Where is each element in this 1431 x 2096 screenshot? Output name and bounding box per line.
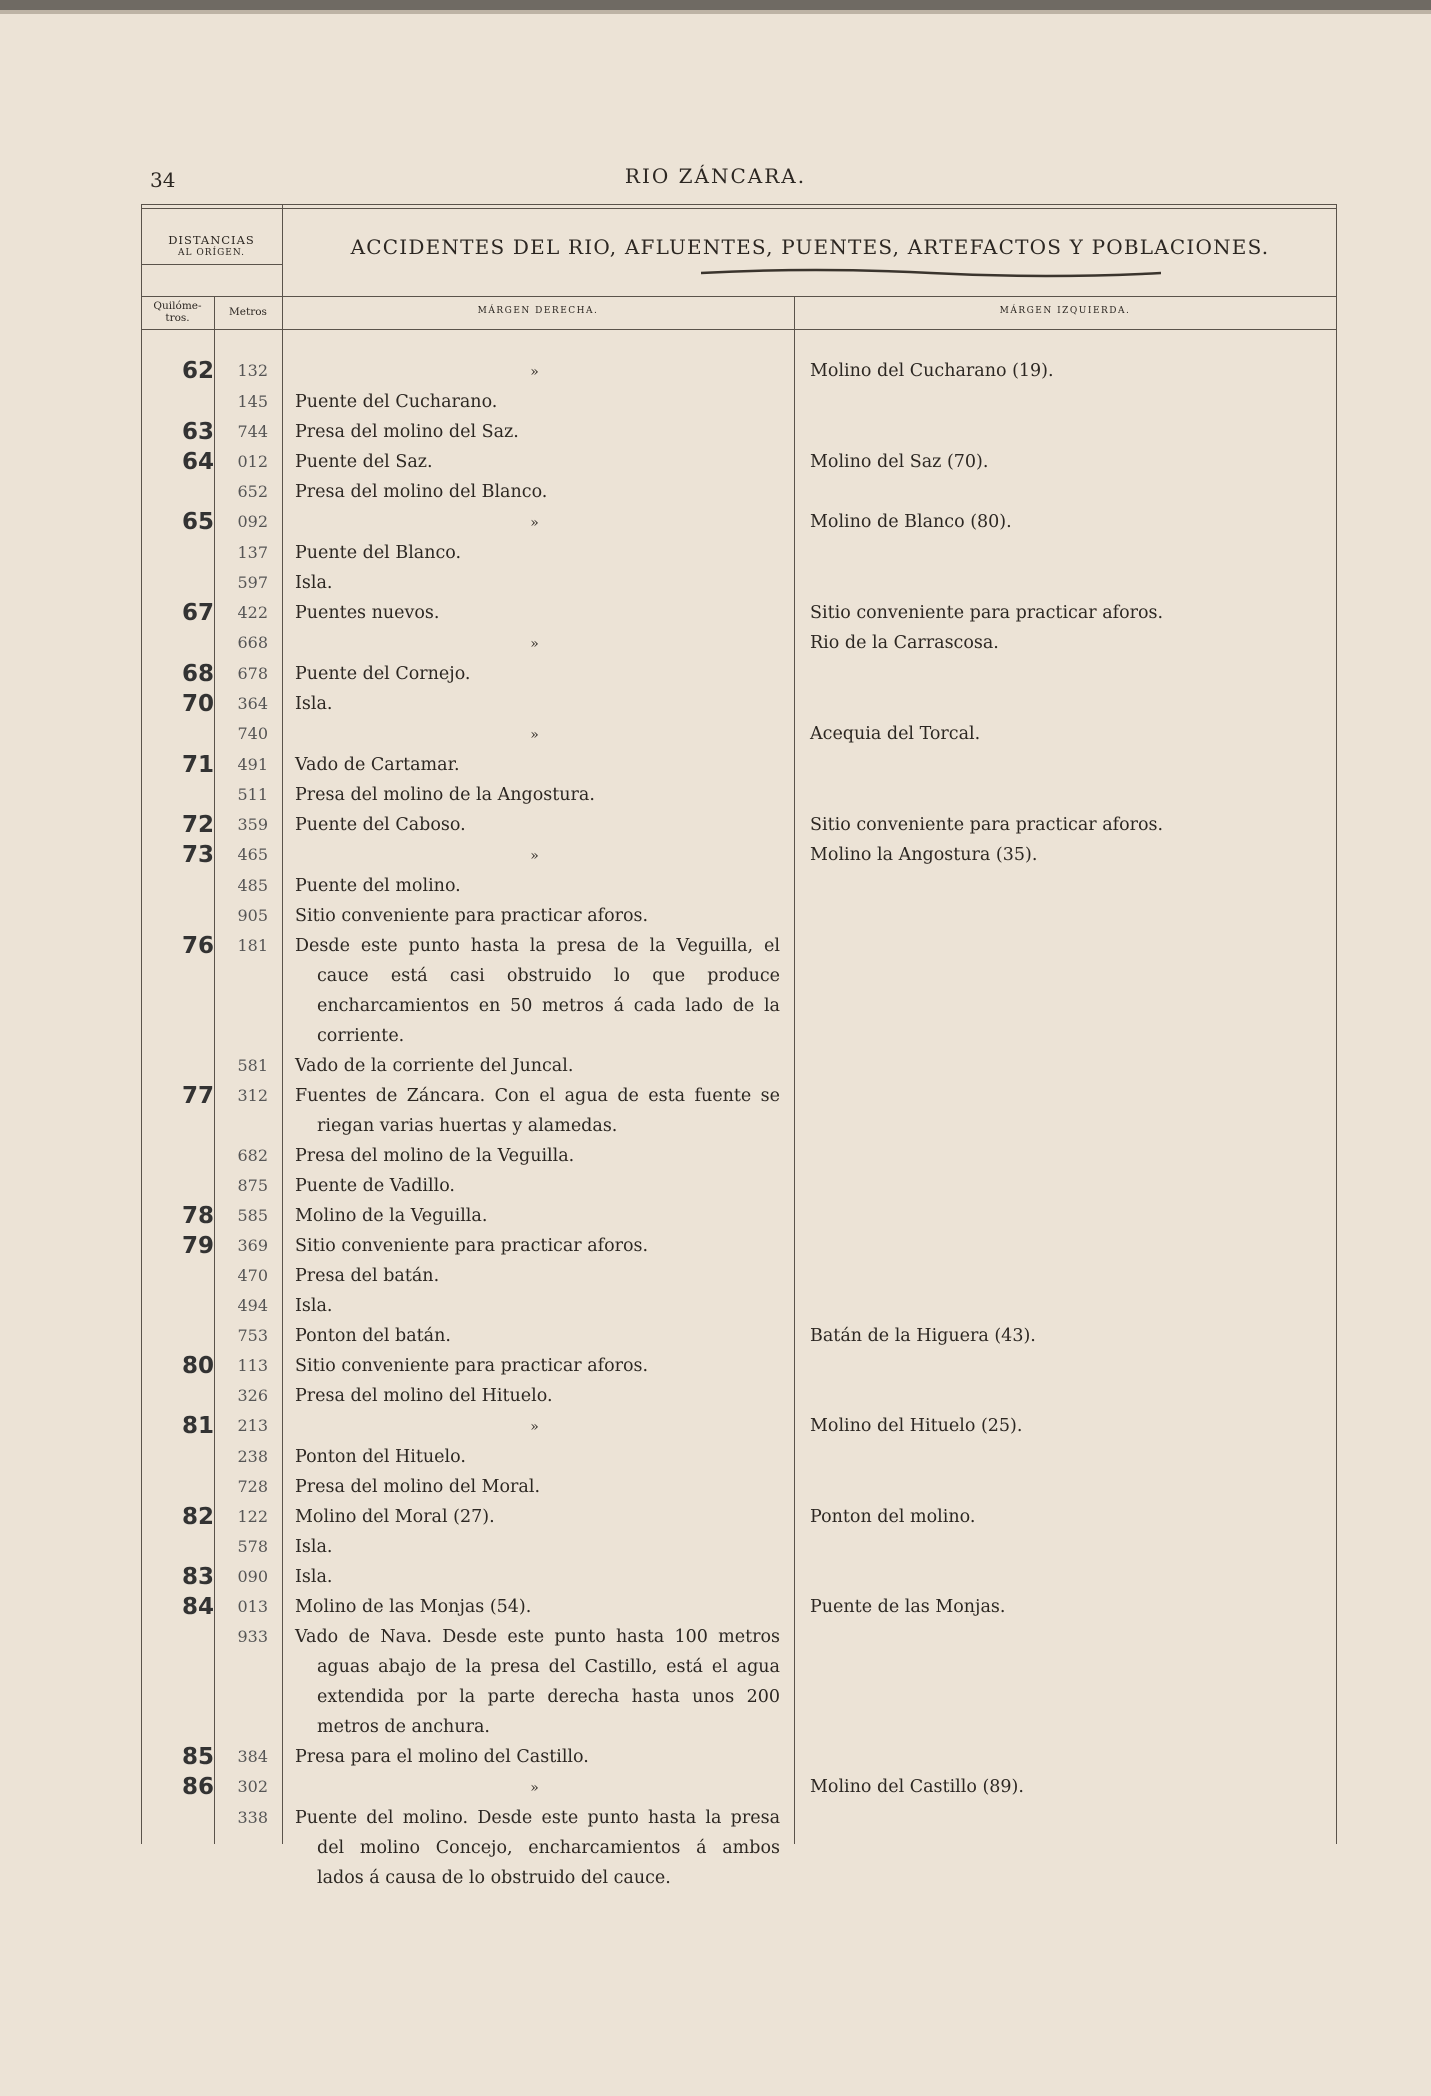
table-row	[141, 1231, 1337, 1261]
table-row	[141, 477, 1337, 507]
ditto-mark: »	[530, 848, 539, 864]
metres-cell: 494	[237, 1296, 268, 1315]
col-km-header	[141, 300, 214, 324]
left-bank-cell	[794, 1291, 1337, 1321]
right-bank-cell	[282, 1562, 794, 1592]
right-bank-cell	[282, 1171, 794, 1201]
table-row	[141, 598, 1337, 628]
left-bank-cell	[794, 659, 1337, 689]
right-bank-cell	[282, 1201, 794, 1231]
km-cell	[141, 1051, 214, 1081]
right-bank-text: Puente del Cornejo.	[295, 664, 471, 684]
metres-cell: 875	[237, 1176, 268, 1195]
left-bank-cell: Molino de Blanco (80).	[810, 512, 1012, 532]
left-bank-cell	[794, 871, 1337, 901]
km-cell: 78	[181, 1203, 214, 1229]
metres-cell: 012	[237, 452, 268, 471]
metres-cell: 145	[237, 392, 268, 411]
rule-top-double	[141, 208, 1337, 209]
left-bank-cell: Molino la Angostura (35).	[810, 845, 1038, 865]
right-bank-text: Presa del molino del Hituelo.	[295, 1386, 553, 1406]
table-row	[141, 1472, 1337, 1502]
table-row	[141, 417, 1337, 447]
left-bank-cell: Molino del Cucharano (19).	[810, 361, 1054, 381]
table-row	[141, 387, 1337, 417]
right-bank-cell	[282, 931, 794, 1051]
right-bank-cell	[282, 507, 794, 538]
table-row	[141, 1411, 1337, 1442]
right-bank-cell	[282, 1141, 794, 1171]
distance-header-line2: AL ORÍGEN.	[178, 248, 245, 258]
right-bank-cell	[282, 628, 794, 659]
table-row	[141, 1051, 1337, 1081]
left-bank-cell	[794, 387, 1337, 417]
right-bank-cell	[282, 1291, 794, 1321]
km-cell: 79	[181, 1233, 214, 1259]
metres-cell: 213	[237, 1416, 268, 1435]
right-bank-cell	[282, 810, 794, 840]
left-bank-cell	[794, 1622, 1337, 1742]
ornament-rule-icon	[701, 267, 1161, 279]
left-bank-header: MÁRGEN IZQUIERDA.	[999, 306, 1131, 316]
right-bank-cell	[282, 1051, 794, 1081]
main-header: ACCIDENTES DEL RIO, AFLUENTES, PUENTES, ARTEFACTOS Y POBLACIONES.	[350, 235, 1270, 259]
metres-cell: 511	[237, 785, 268, 804]
right-bank-text: Molino del Moral (27).	[295, 1507, 495, 1527]
table-row	[141, 871, 1337, 901]
left-bank-cell	[794, 1803, 1337, 1893]
right-bank-cell	[282, 750, 794, 780]
ditto-mark: »	[530, 1419, 539, 1435]
right-bank-text: Molino de las Monjas (54).	[295, 1597, 532, 1617]
right-bank-cell	[282, 417, 794, 447]
left-bank-cell	[794, 1442, 1337, 1472]
table-row	[141, 1321, 1337, 1351]
right-bank-cell	[282, 447, 794, 477]
distance-header	[141, 234, 282, 260]
left-bank-cell	[794, 1201, 1337, 1231]
right-bank-text: Presa del molino de la Angostura.	[295, 785, 595, 805]
right-bank-text: Sitio conveniente para practicar aforos.	[295, 1236, 649, 1256]
metres-cell: 326	[237, 1386, 268, 1405]
right-bank-text: Vado de Nava. Desde este punto hasta 100 metros aguas abajo de la presa del Castillo, está el agua extendida por la parte derecha hasta unos 200 metros de anchura.	[295, 1627, 780, 1737]
metres-cell: 905	[237, 906, 268, 925]
right-bank-cell	[282, 1411, 794, 1442]
km-cell	[141, 628, 214, 659]
right-bank-text: Puente del Caboso.	[295, 815, 466, 835]
ditto-mark: »	[530, 364, 539, 380]
km-cell: 81	[181, 1413, 214, 1439]
right-bank-text: Puente del Cucharano.	[295, 392, 498, 412]
km-cell: 85	[181, 1744, 214, 1770]
right-bank-text: Puente del Blanco.	[295, 543, 462, 563]
right-bank-text: Puente del molino.	[295, 876, 461, 896]
left-bank-cell	[794, 538, 1337, 568]
km-cell: 80	[181, 1353, 214, 1379]
km-cell	[141, 1321, 214, 1351]
right-bank-text: Ponton del Hituelo.	[295, 1447, 466, 1467]
right-bank-cell	[282, 1803, 794, 1893]
km-cell	[141, 1532, 214, 1562]
right-bank-cell	[282, 871, 794, 901]
metres-cell: 369	[237, 1236, 268, 1255]
metres-cell: 728	[237, 1477, 268, 1496]
table-body	[141, 356, 1337, 1893]
right-bank-text: Presa del molino del Saz.	[295, 422, 519, 442]
metres-cell: 132	[237, 361, 268, 380]
metres-cell: 933	[237, 1627, 268, 1646]
col-km-header-line1: Quilóme-	[153, 300, 202, 312]
right-bank-cell	[282, 1592, 794, 1622]
right-bank-text: Puente de Vadillo.	[295, 1176, 455, 1196]
right-bank-cell	[282, 1381, 794, 1411]
km-cell: 76	[181, 933, 214, 959]
right-bank-cell	[282, 840, 794, 871]
right-bank-text: Sitio conveniente para practicar aforos.	[295, 1356, 649, 1376]
metres-cell: 740	[237, 724, 268, 743]
metres-cell: 465	[237, 845, 268, 864]
left-bank-cell: Sitio conveniente para practicar aforos.	[810, 815, 1164, 835]
metres-cell: 137	[237, 543, 268, 562]
table-row	[141, 538, 1337, 568]
left-bank-cell	[794, 1562, 1337, 1592]
page-number: 34	[150, 168, 176, 192]
ditto-mark: »	[530, 515, 539, 531]
right-bank-text: Presa del batán.	[295, 1266, 440, 1286]
left-bank-cell	[794, 901, 1337, 931]
ditto-mark: »	[530, 636, 539, 652]
rule-subheads	[141, 296, 1337, 297]
km-cell: 86	[181, 1774, 214, 1800]
metres-cell: 113	[237, 1356, 268, 1375]
right-bank-text: Presa para el molino del Castillo.	[295, 1747, 589, 1767]
metres-cell: 338	[237, 1808, 268, 1827]
metres-cell: 122	[237, 1507, 268, 1526]
table-row	[141, 507, 1337, 538]
left-bank-cell	[794, 1351, 1337, 1381]
left-bank-cell	[794, 568, 1337, 598]
right-bank-cell	[282, 1742, 794, 1772]
metres-cell: 678	[237, 664, 268, 683]
km-cell	[141, 780, 214, 810]
right-bank-cell	[282, 1532, 794, 1562]
left-bank-cell	[794, 931, 1337, 1051]
left-bank-cell	[794, 477, 1337, 507]
right-bank-cell	[282, 689, 794, 719]
metres-cell: 491	[237, 755, 268, 774]
left-bank-cell	[794, 1171, 1337, 1201]
metres-cell: 652	[237, 482, 268, 501]
right-bank-text: Presa del molino de la Veguilla.	[295, 1146, 575, 1166]
table-row	[141, 1622, 1337, 1742]
rule-top	[141, 204, 1337, 205]
distance-header-line1: DISTANCIAS	[168, 233, 255, 247]
table-row	[141, 931, 1337, 1051]
metres-cell: 359	[237, 815, 268, 834]
km-cell	[141, 719, 214, 750]
left-bank-cell: Ponton del molino.	[810, 1507, 976, 1527]
right-bank-cell	[282, 1081, 794, 1141]
km-cell	[141, 538, 214, 568]
right-bank-text: Puentes nuevos.	[295, 603, 440, 623]
right-bank-cell	[282, 477, 794, 507]
right-bank-cell	[282, 1502, 794, 1532]
scan-top-edge	[0, 0, 1431, 10]
left-bank-cell	[794, 417, 1337, 447]
km-cell: 65	[181, 509, 214, 535]
table-row	[141, 356, 1337, 387]
col-m-header: Metros	[229, 306, 267, 318]
table-row	[141, 1081, 1337, 1141]
km-cell	[141, 387, 214, 417]
table-row	[141, 1201, 1337, 1231]
metres-cell: 302	[237, 1777, 268, 1796]
table-row	[141, 1772, 1337, 1803]
right-bank-cell	[282, 1231, 794, 1261]
table-row	[141, 447, 1337, 477]
metres-cell: 597	[237, 573, 268, 592]
metres-cell: 470	[237, 1266, 268, 1285]
right-bank-cell	[282, 1261, 794, 1291]
right-bank-text: Vado de la corriente del Juncal.	[295, 1056, 574, 1076]
metres-cell: 682	[237, 1146, 268, 1165]
running-title: RIO ZÁNCARA.	[624, 164, 807, 188]
table-row	[141, 1742, 1337, 1772]
table-row	[141, 1141, 1337, 1171]
km-cell: 64	[181, 449, 214, 475]
left-bank-cell	[794, 1051, 1337, 1081]
left-bank-cell: Puente de las Monjas.	[810, 1597, 1006, 1617]
ditto-mark: »	[530, 727, 539, 743]
right-bank-cell	[282, 356, 794, 387]
km-cell: 72	[181, 812, 214, 838]
right-bank-cell	[282, 1472, 794, 1502]
left-bank-cell: Molino del Castillo (89).	[810, 1777, 1024, 1797]
metres-cell: 312	[237, 1086, 268, 1105]
right-bank-cell	[282, 1321, 794, 1351]
table-row	[141, 1261, 1337, 1291]
left-bank-cell: Rio de la Carrascosa.	[810, 633, 999, 653]
km-cell: 73	[181, 842, 214, 868]
table-row	[141, 780, 1337, 810]
right-bank-text: Vado de Cartamar.	[295, 755, 460, 775]
right-bank-cell	[282, 1351, 794, 1381]
right-bank-cell	[282, 1442, 794, 1472]
metres-cell: 581	[237, 1056, 268, 1075]
table-row	[141, 1291, 1337, 1321]
km-cell: 63	[181, 419, 214, 445]
metres-cell: 585	[237, 1206, 268, 1225]
metres-cell: 090	[237, 1567, 268, 1586]
scan-top-edge-shadow	[0, 10, 1431, 14]
km-cell	[141, 1472, 214, 1502]
km-cell: 71	[181, 752, 214, 778]
km-cell	[141, 901, 214, 931]
left-bank-cell	[794, 1472, 1337, 1502]
left-bank-cell	[794, 1742, 1337, 1772]
right-bank-cell	[282, 538, 794, 568]
table-row	[141, 1803, 1337, 1893]
left-bank-cell: Sitio conveniente para practicar aforos.	[810, 603, 1164, 623]
km-cell: 82	[181, 1504, 214, 1530]
right-bank-cell	[282, 568, 794, 598]
right-bank-cell	[282, 719, 794, 750]
left-bank-cell: Acequia del Torcal.	[810, 724, 981, 744]
km-cell	[141, 1291, 214, 1321]
rule-header-bottom	[141, 329, 1337, 330]
km-cell	[141, 568, 214, 598]
table-row	[141, 1532, 1337, 1562]
metres-cell: 578	[237, 1537, 268, 1556]
right-bank-text: Fuentes de Záncara. Con el agua de esta fuente se riegan varias huertas y alamedas.	[295, 1086, 780, 1136]
left-bank-cell	[794, 1141, 1337, 1171]
table-row	[141, 689, 1337, 719]
metres-cell: 384	[237, 1747, 268, 1766]
col-km-header-line2: tros.	[165, 312, 190, 324]
km-cell: 84	[181, 1594, 214, 1620]
right-bank-cell	[282, 1622, 794, 1742]
metres-cell: 668	[237, 633, 268, 652]
table-row	[141, 1442, 1337, 1472]
right-bank-cell	[282, 901, 794, 931]
table-row	[141, 719, 1337, 750]
table-row	[141, 840, 1337, 871]
right-bank-cell	[282, 598, 794, 628]
km-cell: 77	[181, 1083, 214, 1109]
metres-cell: 753	[237, 1326, 268, 1345]
left-bank-cell	[794, 1231, 1337, 1261]
km-cell	[141, 1141, 214, 1171]
table-row	[141, 810, 1337, 840]
km-cell	[141, 477, 214, 507]
km-cell	[141, 1261, 214, 1291]
left-bank-cell: Batán de la Higuera (43).	[810, 1326, 1036, 1346]
km-cell: 83	[181, 1564, 214, 1590]
table-row	[141, 568, 1337, 598]
left-bank-cell	[794, 689, 1337, 719]
left-bank-cell	[794, 1381, 1337, 1411]
left-bank-cell	[794, 1261, 1337, 1291]
km-cell	[141, 1442, 214, 1472]
km-cell	[141, 1381, 214, 1411]
right-bank-text: Sitio conveniente para practicar aforos.	[295, 906, 649, 926]
table-row	[141, 1381, 1337, 1411]
rule-dist-under	[141, 264, 282, 265]
left-bank-cell: Molino del Hituelo (25).	[810, 1416, 1023, 1436]
right-bank-cell	[282, 1772, 794, 1803]
metres-cell: 238	[237, 1447, 268, 1466]
table-row	[141, 1562, 1337, 1592]
table-row	[141, 628, 1337, 659]
metres-cell: 744	[237, 422, 268, 441]
km-cell	[141, 1622, 214, 1742]
metres-cell: 181	[237, 936, 268, 955]
metres-cell: 422	[237, 603, 268, 622]
right-bank-text: Puente del molino. Desde este punto hasta la presa del molino Concejo, encharcamientos á ambos lados á causa de lo obstruido del cauce.	[295, 1808, 780, 1888]
right-bank-text: Isla.	[295, 573, 333, 593]
right-bank-text: Presa del molino del Moral.	[295, 1477, 541, 1497]
km-cell: 68	[181, 661, 214, 687]
table-row	[141, 1592, 1337, 1622]
table-row	[141, 1171, 1337, 1201]
km-cell	[141, 871, 214, 901]
km-cell: 62	[181, 358, 214, 384]
river-table	[141, 204, 1337, 1888]
right-bank-text: Isla.	[295, 1567, 333, 1587]
right-bank-cell	[282, 659, 794, 689]
km-cell	[141, 1803, 214, 1893]
table-row	[141, 1502, 1337, 1532]
left-bank-cell: Molino del Saz (70).	[810, 452, 989, 472]
metres-cell: 364	[237, 694, 268, 713]
ditto-mark: »	[530, 1780, 539, 1796]
metres-cell: 092	[237, 512, 268, 531]
right-bank-text: Puente del Saz.	[295, 452, 433, 472]
right-bank-text: Isla.	[295, 1296, 333, 1316]
left-bank-cell	[794, 1532, 1337, 1562]
left-bank-cell	[794, 780, 1337, 810]
right-bank-header: MÁRGEN DERECHA.	[477, 306, 599, 316]
right-bank-cell	[282, 780, 794, 810]
km-cell: 67	[181, 600, 214, 626]
right-bank-text: Molino de la Veguilla.	[295, 1206, 488, 1226]
left-bank-cell	[794, 750, 1337, 780]
right-bank-text: Desde este punto hasta la presa de la Veguilla, el cauce está casi obstruido lo que produce encharcamientos en 50 metros á cada lado de la corriente.	[295, 936, 780, 1046]
km-cell	[141, 1171, 214, 1201]
right-bank-text: Presa del molino del Blanco.	[295, 482, 548, 502]
km-cell: 70	[181, 691, 214, 717]
metres-cell: 485	[237, 876, 268, 895]
table-row	[141, 901, 1337, 931]
right-bank-text: Isla.	[295, 1537, 333, 1557]
left-bank-cell	[794, 1081, 1337, 1141]
table-row	[141, 750, 1337, 780]
right-bank-cell	[282, 387, 794, 417]
metres-cell: 013	[237, 1597, 268, 1616]
right-bank-text: Ponton del batán.	[295, 1326, 451, 1346]
table-row	[141, 1351, 1337, 1381]
right-bank-text: Isla.	[295, 694, 333, 714]
table-row	[141, 659, 1337, 689]
